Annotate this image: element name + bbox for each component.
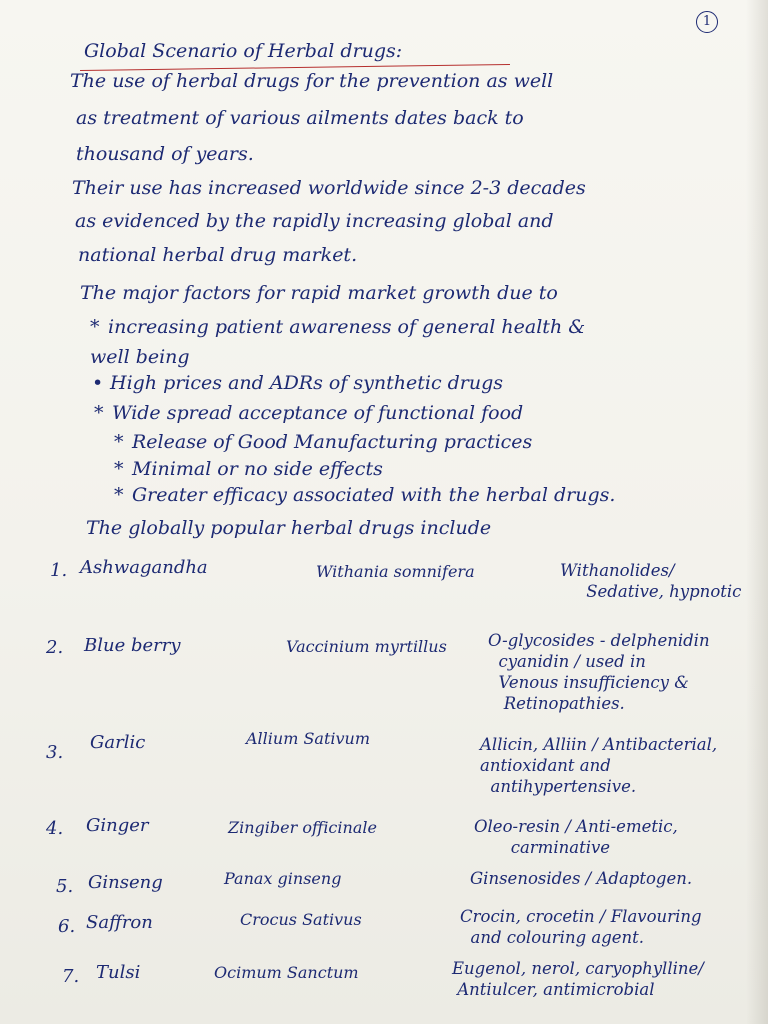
- bullet-asterisk: *: [114, 458, 124, 480]
- factor-item: [94, 402, 523, 424]
- popular-drugs-heading: The globally popular herbal drugs include: [86, 517, 492, 539]
- drug-botanical-name: Panax ginseng: [224, 869, 342, 888]
- intro-line: as evidenced by the rapidly increasing global and: [75, 210, 554, 232]
- drug-number: 3.: [46, 742, 64, 763]
- bullet-asterisk: *: [114, 484, 124, 506]
- factor-item: [90, 316, 585, 338]
- factor-continuation: well being: [90, 346, 190, 368]
- factor-text: Greater efficacy associated with the herbal drugs.: [132, 484, 616, 506]
- factor-item: [114, 484, 615, 506]
- drug-constituents-uses: Oleo-resin / Anti-emetic, carminative: [474, 817, 678, 857]
- drug-number: 6.: [58, 916, 76, 937]
- bullet-dot: •: [92, 372, 104, 394]
- drug-number: 5.: [56, 876, 74, 897]
- factor-item: [114, 431, 532, 453]
- drug-common-name: Ginger: [86, 815, 149, 836]
- bullet-asterisk: *: [94, 402, 104, 424]
- drug-botanical-name: Allium Sativum: [246, 729, 371, 748]
- intro-line: The use of herbal drugs for the prevention as well: [70, 70, 554, 92]
- drug-constituents-uses: Allicin, Alliin / Antibacterial, antioxidant and antihypertensive.: [480, 735, 718, 796]
- drug-botanical-name: Ocimum Sanctum: [214, 963, 359, 982]
- intro-line: Their use has increased worldwide since 2-3 decades: [72, 177, 586, 199]
- factor-text: Release of Good Manufacturing practices: [132, 431, 533, 453]
- intro-line: thousand of years.: [76, 143, 254, 165]
- drug-botanical-name: Crocus Sativus: [240, 910, 362, 929]
- drug-common-name: Saffron: [86, 912, 153, 933]
- factor-text: Wide spread acceptance of functional food: [112, 402, 524, 424]
- factor-item: [92, 372, 503, 394]
- factor-text: increasing patient awareness of general health &: [108, 316, 586, 338]
- page-title: Global Scenario of Herbal drugs:: [84, 40, 403, 62]
- factor-item: [114, 458, 383, 480]
- drug-number: 2.: [46, 637, 64, 658]
- drug-constituents-uses: O-glycosides - delphenidin cyanidin / used in Venous insufficiency & Retinopathies.: [488, 631, 710, 713]
- intro-line: as treatment of various ailments dates back to: [76, 107, 524, 129]
- drug-common-name: Ashwagandha: [80, 557, 208, 578]
- drug-botanical-name: Zingiber officinale: [228, 818, 377, 837]
- drug-common-name: Blue berry: [84, 635, 181, 656]
- drug-common-name: Garlic: [90, 732, 146, 753]
- drug-constituents-uses: Ginsenosides / Adaptogen.: [470, 869, 693, 888]
- factor-text: Minimal or no side effects: [132, 458, 383, 480]
- bullet-asterisk: *: [90, 316, 100, 338]
- drug-number: 7.: [62, 966, 80, 987]
- drug-botanical-name: Withania somnifera: [316, 562, 475, 581]
- drug-botanical-name: Vaccinium myrtillus: [286, 637, 447, 656]
- factor-text: High prices and ADRs of synthetic drugs: [110, 372, 504, 394]
- drug-constituents-uses: Eugenol, nerol, caryophylline/ Antiulcer, antimicrobial: [452, 959, 704, 999]
- bullet-asterisk: *: [114, 431, 124, 453]
- drug-number: 1.: [50, 560, 68, 581]
- intro-line: The major factors for rapid market growth due to: [80, 282, 558, 304]
- drug-constituents-uses: Crocin, crocetin / Flavouring and colouring agent.: [460, 907, 702, 947]
- drug-number: 4.: [46, 818, 64, 839]
- drug-common-name: Ginseng: [88, 872, 163, 893]
- drug-common-name: Tulsi: [96, 962, 141, 983]
- drug-constituents-uses: Withanolides/ Sedative, hypnotic: [560, 561, 742, 601]
- page-number: 1: [696, 11, 718, 33]
- intro-line: national herbal drug market.: [78, 244, 358, 266]
